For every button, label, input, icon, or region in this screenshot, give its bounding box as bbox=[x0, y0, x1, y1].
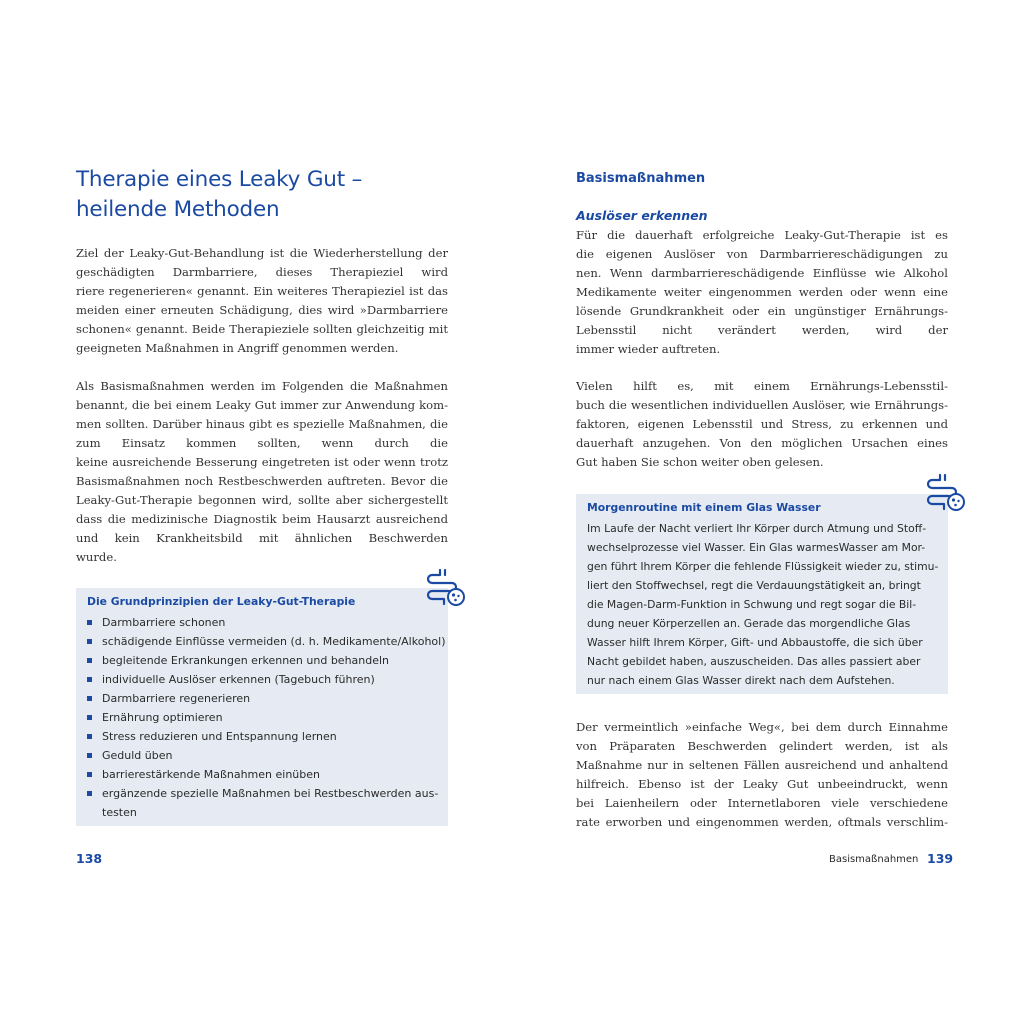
morning-routine-title: Morgenroutine mit einem Glas Wasser bbox=[587, 501, 821, 514]
principles-box bbox=[76, 588, 448, 826]
list-item: begleitende Erkrankungen erkennen und behandeln bbox=[87, 651, 446, 670]
bullet-icon bbox=[87, 620, 92, 625]
right-page bbox=[576, 0, 954, 1024]
bullet-icon bbox=[87, 791, 92, 796]
page-number-right: 139 bbox=[927, 851, 954, 866]
intro-paragraph: Ziel der Leaky-Gut-Behandlung ist die Wiederherstellung der geschädigten Darmbarriere, dieses Therapieziel wird riere regenerieren« genannt. Ein weiteres Therapieziel ist das meiden einer erneuten Schädigung, dies wird »Darmbarriere schonen« genannt. Beide Therapieziele sollten gleichzeitig mit geeigneten Maßnahmen in Angriff genommen werden. bbox=[76, 246, 448, 355]
list-item: Geduld üben bbox=[87, 746, 446, 765]
chapter-heading: Therapie eines Leaky Gut – heilende Methoden bbox=[76, 167, 363, 222]
list-item: ergänzende spezielle Maßnahmen bei Restbeschwerden aus- bbox=[87, 784, 446, 803]
page-number-left: 138 bbox=[76, 851, 103, 866]
list-item: Stress reduzieren und Entspannung lernen bbox=[87, 727, 446, 746]
easy-way-paragraph: Der vermeintlich »einfache Weg«, bei dem durch Einnahme von Präparaten Beschwerden gelindert werden, ist als Maßnahme nur in seltenen Fällen ausreichend und anhaltend hilfreich. Ebenso ist der Leaky Gut unbeeindruckt, wenn bei Laienheilern oder Internetlaboren viele verschiedene rate erworben und eingenommen werden, oftmals verschlim- bbox=[576, 720, 948, 829]
list-item: Darmbarriere schonen bbox=[87, 613, 446, 632]
list-item: schädigende Einflüsse vermeiden (d. h. Medikamente/Alkohol) bbox=[87, 632, 446, 651]
principles-list bbox=[87, 613, 446, 822]
diary-paragraph: Vielen hilft es, mit einem Ernährungs-Lebensstil- buch die wesentlichen individuellen Auslöser, wie Ernährungs- faktoren, eigenen Lebensstil und Stress, zu erkennen und dauerhaft anzugehen. Von den möglichen Ursachen eines Gut haben Sie schon weiter oben gelesen. bbox=[576, 379, 948, 469]
list-item: individuelle Auslöser erkennen (Tagebuch führen) bbox=[87, 670, 446, 689]
bullet-icon bbox=[87, 639, 92, 644]
intestine-icon bbox=[926, 471, 968, 515]
bullet-icon bbox=[87, 658, 92, 663]
principles-box-title: Die Grundprinzipien der Leaky-Gut-Therapie bbox=[87, 595, 356, 608]
list-item-continuation: testen bbox=[102, 806, 137, 819]
list-item: Darmbarriere regenerieren bbox=[87, 689, 446, 708]
subsection-heading: Auslöser erkennen bbox=[576, 208, 708, 223]
bullet-icon bbox=[87, 734, 92, 739]
morning-routine-box bbox=[576, 494, 948, 694]
bullet-icon bbox=[87, 753, 92, 758]
bullet-icon bbox=[87, 696, 92, 701]
list-item: Ernährung optimieren bbox=[87, 708, 446, 727]
list-item: barrierestärkende Maßnahmen einüben bbox=[87, 765, 446, 784]
intestine-icon bbox=[426, 566, 468, 610]
bullet-icon bbox=[87, 772, 92, 777]
bullet-icon bbox=[87, 677, 92, 682]
running-head: Basismaßnahmen bbox=[829, 854, 919, 865]
morning-routine-text: Im Laufe der Nacht verliert Ihr Körper durch Atmung und Stoff- wechselprozesse viel Wasser. Ein Glas warmesWasser am Mor- gen führt Ihrem Körper die fehlende Flüssigkeit wieder zu, stimu- liert den Stoffwechsel, regt die Verdauungstätigkeit an, bringt die Magen-Darm-Funktion in Schwung und regt sogar die Bil- dung neuer Körperzellen an. Gerade das morgendliche Glas Wasser hilft Ihrem Körper, Gift- und Abbaustoffe, die sich über Nacht gebildet haben, auszuscheiden. Das alles passiert aber nur nach einem Glas Wasser direkt nach dem Aufstehen. bbox=[587, 522, 939, 687]
left-page bbox=[76, 0, 448, 1024]
triggers-paragraph: Für die dauerhaft erfolgreiche Leaky-Gut-Therapie ist es die eigenen Auslöser von Darmbarriereschädigungen zu nen. Wenn darmbarriereschädigende Einflüsse wie Alkohol Medikamente weiter eingenommen werden oder wenn eine lösende Grundkrankheit oder ein ungünstiger Ernährungs- Lebensstil nicht verändert werden, wird der immer wieder auftreten. bbox=[576, 228, 948, 356]
basis-paragraph: Als Basismaßnahmen werden im Folgenden die Maßnahmen benannt, die bei einem Leaky Gut immer zur Anwendung kom- men sollten. Darüber hinaus gibt es spezielle Maßnahmen, die zum Einsatz kommen sollten, wenn durch die keine ausreichende Besserung eingetreten ist oder wenn trotz Basismaßnahmen noch Restbeschwerden auftreten. Bevor die Leaky-Gut-Therapie begonnen wird, sollte aber sichergestellt dass die medizinische Diagnostik beim Hausarzt ausreichend und kein Krankheitsbild mit ähnlichen Beschwerden wurde. bbox=[76, 379, 448, 564]
bullet-icon bbox=[87, 715, 92, 720]
section-heading: Basismaßnahmen bbox=[576, 171, 706, 186]
